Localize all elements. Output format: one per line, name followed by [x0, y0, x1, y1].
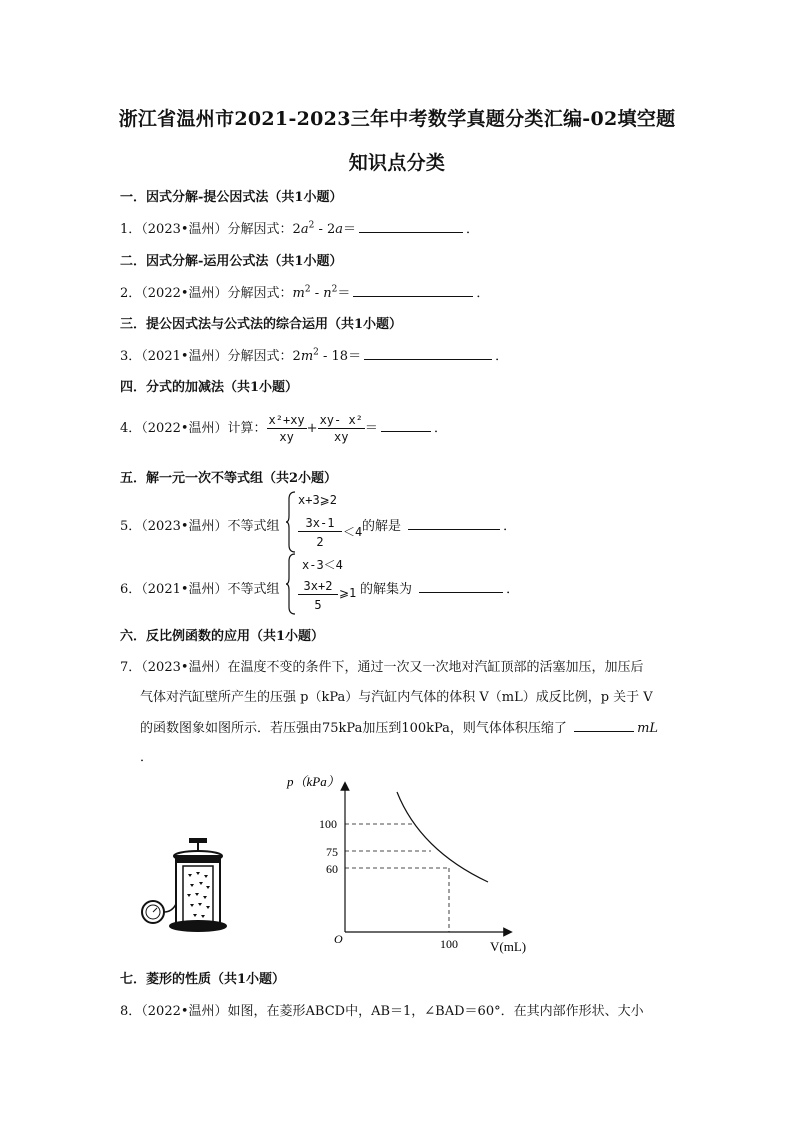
q6-ineq1: x-3＜4: [302, 558, 343, 572]
section-2-heading: 二．因式分解-运用公式法（共1小题）: [120, 254, 343, 269]
q4-prefix: 4．（2022•温州）计算：: [120, 421, 267, 436]
x-tick-100: 100: [440, 937, 458, 951]
q7-line1: 7．（2023•温州）在温度不变的条件下，通过一次又一次地对汽缸顶部的活塞加压，加压后: [120, 660, 644, 675]
section-5-heading: 五．解一元一次不等式组（共2小题）: [120, 471, 338, 486]
q5-ineq1: x+3⩾2: [298, 493, 337, 507]
y-tick-60: 60: [326, 862, 338, 876]
q2-prefix: 2．（2022•温州）分解因式：: [120, 286, 293, 301]
y-tick-100: 100: [319, 817, 337, 831]
q4-den1: xy: [279, 430, 294, 444]
q3-exp: 2: [313, 347, 319, 358]
question-4: 4．（2022•温州）计算： $\frac{\text{x²+xy}}{xy}$ + $\frac{\text{xy- x²}}{xy}$ ＝ ．: [120, 413, 447, 444]
q4-num1: x²+xy: [268, 413, 305, 427]
q1-eq: ＝: [343, 222, 357, 237]
q5-den: 2: [316, 535, 324, 549]
q1-var-a: a: [300, 222, 309, 237]
q3-prefix: 3．（2021•温州）分解因式：: [120, 349, 293, 364]
q1-var-b: a: [335, 222, 344, 237]
q6-suffix-line: 的解集为 ．: [360, 582, 520, 597]
section-4-heading: 四．分式的加减法（共1小题）: [120, 380, 299, 395]
q8-line1: 8．（2022•温州）如图，在菱形ABCD中，AB＝1，∠BAD＝60°．在其内部作形状、大小: [120, 1004, 644, 1019]
hyperbola-curve: [397, 792, 488, 882]
q4-den2: xy: [334, 430, 349, 444]
x-axis-label: V(mL): [490, 939, 527, 954]
q1-coef: 2: [292, 222, 301, 237]
q1-prefix: 1．（2023•温州）分解因式：: [120, 222, 293, 237]
q2-exp1: 2: [304, 284, 311, 295]
q7-dot: ．: [140, 750, 154, 765]
y-axis-label: p（kPa）: [287, 774, 340, 789]
q6-suffix: 的解集为: [360, 582, 413, 597]
q5-suffix-line: 的解是 ．: [362, 519, 517, 534]
q1-mid: - 2: [314, 222, 336, 237]
q5-num: 3x-1: [298, 515, 342, 532]
question-5-prefix: 5．（2023•温州）不等式组: [120, 519, 280, 534]
q1-exp: 2: [308, 220, 315, 231]
section-3-heading: 三．提公因式法与公式法的综合运用（共1小题）: [120, 317, 403, 332]
q4-eq: ＝: [364, 421, 378, 436]
q7-line2: 气体对汽缸壁所产生的压强 p（kPa）与汽缸内气体的体积 V（mL）成反比例，p 关于 V: [140, 690, 653, 705]
q3-rest: - 18＝: [318, 349, 362, 364]
question-2: 2．（2022•温州）分解因式：$m^2 - n^2=$ ．: [120, 284, 490, 301]
doc-title-line2: 知识点分类: [348, 152, 446, 174]
q4-num2: xy- x²: [319, 413, 363, 427]
q2-eq: ＝: [337, 286, 351, 301]
y-tick-75: 75: [326, 845, 338, 859]
q3-m: m: [300, 349, 314, 364]
question-6-prefix: 6．（2021•温州）不等式组: [120, 582, 280, 597]
q3-coef: 2: [292, 349, 301, 364]
q6-rel: ⩾1: [339, 586, 357, 600]
q4-plus: +: [306, 421, 318, 436]
q6-num: 3x+2: [298, 578, 338, 595]
q5-suffix: 的解是: [362, 519, 402, 534]
q2-minus: -: [310, 286, 324, 301]
section-1-heading: 一．因式分解-提公因式法（共1小题）: [120, 190, 343, 205]
q2-n: n: [323, 286, 332, 301]
q7-line3: 的函数图象如图所示．若压强由75kPa加压到100kPa，则气体体积压缩了: [140, 721, 567, 736]
question-1: 1．（2023•温州）分解因式：$2a^2 - 2a=$ ．: [120, 220, 480, 237]
section-6-heading: 六．反比例函数的应用（共1小题）: [120, 629, 325, 644]
q6-den: 5: [314, 598, 322, 612]
origin-label: O: [334, 932, 343, 946]
doc-title-line1: 浙江省温州市2021-2023三年中考数学真题分类汇编-02填空题: [118, 108, 676, 130]
section-7-heading: 七．菱形的性质（共1小题）: [120, 972, 286, 987]
q7-unit: mL: [637, 721, 659, 736]
q2-m: m: [292, 286, 305, 301]
q2-exp2: 2: [331, 284, 338, 295]
question-3: 3．（2021•温州）分解因式：$2m^2 - 18=$ ．: [120, 347, 509, 364]
q5-rel: ＜4: [343, 525, 363, 539]
